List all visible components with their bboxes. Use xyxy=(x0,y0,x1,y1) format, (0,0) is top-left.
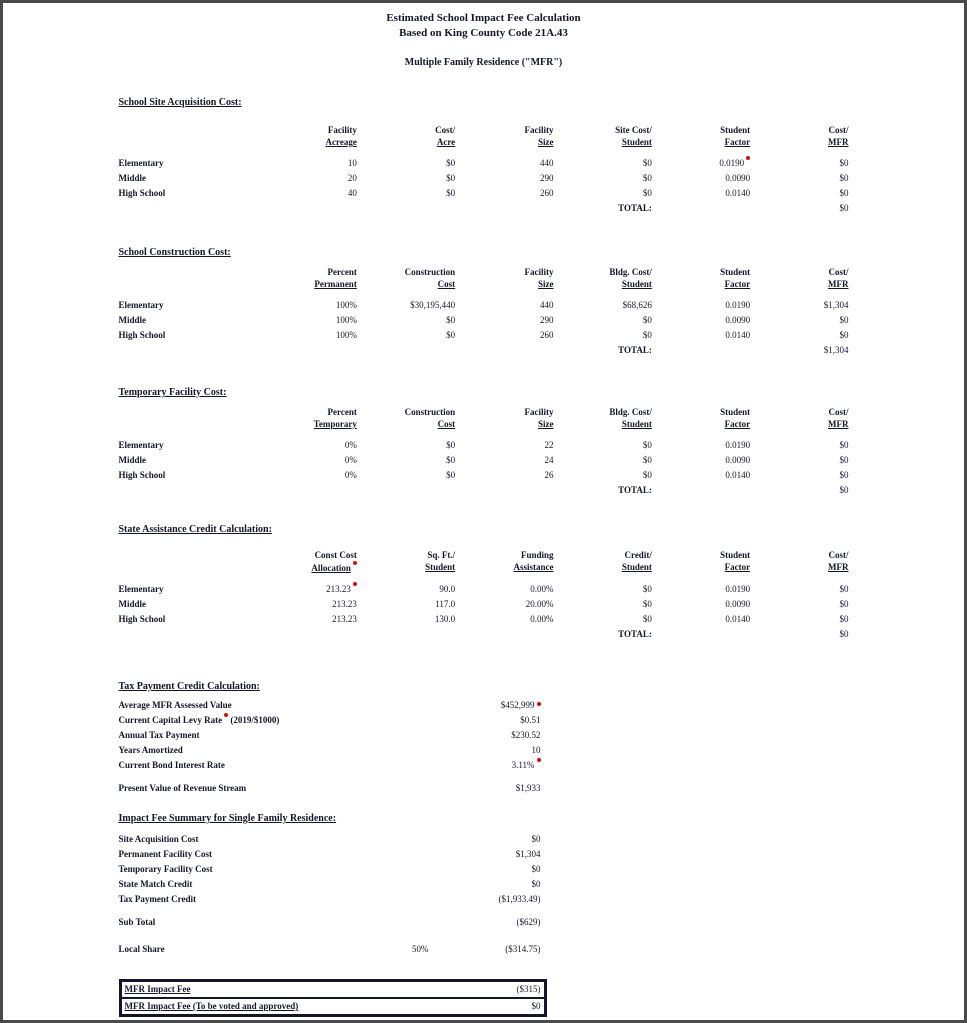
row-value: 3.11% xyxy=(429,758,541,773)
cell-value: 0.00% xyxy=(530,584,554,594)
column-header: Bldg. Cost/ Student xyxy=(609,267,652,289)
cell-value: 0.0190 xyxy=(725,300,751,310)
total-value: $0 xyxy=(839,203,849,213)
row-label: Middle xyxy=(118,599,147,609)
cell-value: 22 xyxy=(544,440,554,450)
cell-value: 260 xyxy=(540,188,554,198)
row-label: Middle xyxy=(118,173,147,183)
row-label: Middle xyxy=(118,455,147,465)
state-assistance-table xyxy=(119,549,849,574)
column-header: Cost/ MFR xyxy=(828,550,849,572)
row-label: High School xyxy=(118,470,166,480)
cell-value: 100% xyxy=(335,315,357,325)
summary-row xyxy=(119,877,541,892)
tax-row-present-value xyxy=(119,781,541,796)
row-value: $230.52 xyxy=(511,730,541,740)
column-header: Percent Temporary xyxy=(313,407,357,429)
cell-value: 117.0 xyxy=(435,599,456,609)
impact-fee-adopted-row xyxy=(121,998,545,1015)
row-value: ($1,933.49) xyxy=(498,894,541,904)
row-value: $0.51 xyxy=(520,715,541,725)
column-header: Cost/ MFR xyxy=(828,125,849,147)
cell-value: $68,626 xyxy=(622,300,652,310)
cell-value: 260 xyxy=(540,330,554,340)
cell-value: 130.0 xyxy=(434,614,456,624)
cell-value: 213.23 xyxy=(332,599,357,609)
cell-value: 0.0090 xyxy=(725,599,751,609)
row-value: ($629) xyxy=(516,917,541,927)
cell-value: $0 xyxy=(839,440,849,450)
cell-value: $0 xyxy=(642,599,652,609)
total-label: TOTAL: xyxy=(618,345,652,355)
column-header: Student Factor xyxy=(720,407,751,429)
column-header: Facility Size xyxy=(524,407,554,429)
cell-value: 26 xyxy=(544,470,554,480)
row-label: High School xyxy=(118,614,166,624)
row-label: Local Share xyxy=(118,944,165,954)
section-title-construction: School Construction Cost: xyxy=(118,247,231,258)
row-value: $0 xyxy=(531,879,541,889)
row-label: High School xyxy=(118,330,166,340)
cell-value: $0 xyxy=(839,599,849,609)
section-title-temporary: Temporary Facility Cost: xyxy=(118,387,227,398)
summary-row xyxy=(119,892,541,907)
cell-value: 0.0090 xyxy=(725,315,751,325)
cell-value: $0 xyxy=(839,470,849,480)
cell-value: $30,195,440 xyxy=(410,300,456,310)
cell-value: 0% xyxy=(344,470,357,480)
row-label: Middle xyxy=(118,315,147,325)
cell-value: $0 xyxy=(642,440,652,450)
row-label: Elementary xyxy=(118,300,164,310)
section-title-summary: Impact Fee Summary for Single Family Residence: xyxy=(118,813,337,824)
cell-value: $0 xyxy=(839,173,849,183)
column-header: Construction Cost xyxy=(404,407,456,429)
cell-value: 290 xyxy=(540,173,554,183)
construction-table xyxy=(119,266,849,290)
title-line-2: Based on King County Code 21A.43 xyxy=(399,27,568,39)
document-subtitle: Multiple Family Residence ("MFR") xyxy=(404,57,563,68)
cell-value: $0 xyxy=(839,158,849,168)
column-header: Facility Size xyxy=(524,125,554,147)
cell-value: 0.0190 xyxy=(652,156,750,171)
tax-row-annual-payment xyxy=(119,728,541,743)
cell-value: 0.0140 xyxy=(725,470,751,480)
row-label: State Match Credit xyxy=(118,879,193,889)
row-value: $0 xyxy=(531,864,541,874)
cell-value: 440 xyxy=(540,158,554,168)
cell-value: 24 xyxy=(544,455,554,465)
title-line-1: Estimated School Impact Fee Calculation xyxy=(386,12,581,24)
cell-value: $0 xyxy=(839,614,849,624)
cell-value: 0.0090 xyxy=(725,455,751,465)
impact-fee-result-box xyxy=(119,979,547,1017)
column-header: Site Cost/ Student xyxy=(615,125,652,147)
row-label: Site Acquisition Cost xyxy=(118,834,199,844)
cell-value: 20.00% xyxy=(525,599,554,609)
cell-value: $0 xyxy=(642,188,652,198)
construction-rows xyxy=(119,298,849,358)
row-label: Current Bond Interest Rate xyxy=(118,760,225,770)
red-marker-icon xyxy=(224,713,228,717)
cell-value: 0.00% xyxy=(530,614,554,624)
cell-value: $0 xyxy=(839,455,849,465)
cell-value: $0 xyxy=(446,440,456,450)
summary-subtotal-row xyxy=(119,915,541,930)
row-label: Elementary xyxy=(118,440,164,450)
column-header: Construction Cost xyxy=(404,267,456,289)
cell-value: 290 xyxy=(540,315,554,325)
row-label: MFR Impact Fee (To be voted and approved) xyxy=(124,1001,299,1011)
column-header: Student Factor xyxy=(720,267,751,289)
column-header: Percent Permanent xyxy=(314,267,357,289)
site-acquisition-rows xyxy=(119,156,849,216)
row-label: High School xyxy=(118,188,166,198)
local-share-percent: 50% xyxy=(412,944,429,954)
column-header: Cost/ Acre xyxy=(435,125,456,147)
cell-value: $0 xyxy=(446,470,456,480)
cell-value: 213.23 xyxy=(332,614,357,624)
total-label: TOTAL: xyxy=(618,629,652,639)
cell-value: $0 xyxy=(839,330,849,340)
row-label: Annual Tax Payment xyxy=(118,730,200,740)
red-marker-icon xyxy=(537,758,541,762)
row-label: Current Capital Levy Rate (2019/$1000) xyxy=(118,715,280,725)
column-header: Cost/ MFR xyxy=(828,407,849,429)
row-value: $0 xyxy=(531,834,541,844)
row-value: ($315) xyxy=(516,984,541,994)
cell-value: 10 xyxy=(347,158,357,168)
cell-value: $0 xyxy=(642,315,652,325)
cell-value: 0.0140 xyxy=(725,330,751,340)
red-marker-icon xyxy=(537,702,541,706)
temporary-rows xyxy=(119,438,849,498)
cell-value: 20 xyxy=(347,173,357,183)
column-header: Bldg. Cost/ Student xyxy=(609,407,652,429)
total-value: $0 xyxy=(839,629,849,639)
row-label: Years Amortized xyxy=(118,745,183,755)
cell-value: $0 xyxy=(642,584,652,594)
summary-row xyxy=(119,832,541,847)
cell-value: $0 xyxy=(642,158,652,168)
row-label: Temporary Facility Cost xyxy=(118,864,213,874)
cell-value: $0 xyxy=(446,173,456,183)
row-label: Present Value of Revenue Stream xyxy=(118,783,247,793)
row-label: Average MFR Assessed Value xyxy=(118,700,232,710)
column-header: Facility Size xyxy=(524,267,554,289)
cell-value: $0 xyxy=(446,188,456,198)
cell-value: $0 xyxy=(839,188,849,198)
cell-value: $0 xyxy=(642,470,652,480)
row-label: MFR Impact Fee xyxy=(124,984,191,994)
cell-value: $0 xyxy=(839,584,849,594)
tax-row-bond-rate xyxy=(119,758,541,773)
tax-row-average-value xyxy=(119,698,541,713)
column-header: Cost/ MFR xyxy=(828,267,849,289)
column-header: Const Cost Allocation xyxy=(311,550,357,573)
row-label: Elementary xyxy=(118,158,164,168)
tax-row-years-amortized xyxy=(119,743,541,758)
row-label: Permanent Facility Cost xyxy=(118,849,212,859)
cell-value: $0 xyxy=(642,614,652,624)
temporary-table xyxy=(119,406,849,430)
column-header: Sq. Ft./ Student xyxy=(425,550,456,572)
row-value: 10 xyxy=(531,745,541,755)
cell-value: 213.23 xyxy=(259,582,357,597)
total-value: $0 xyxy=(839,485,849,495)
state-assistance-rows xyxy=(119,582,849,642)
cell-value: 0.0140 xyxy=(725,614,751,624)
tax-row-levy-rate xyxy=(119,713,541,728)
impact-fee-row xyxy=(121,981,545,998)
row-value: $452,999 xyxy=(429,698,541,713)
column-header: Facility Acreage xyxy=(325,125,357,147)
cell-value: 0.0090 xyxy=(725,173,751,183)
section-title-state-assistance: State Assistance Credit Calculation: xyxy=(118,524,272,535)
cell-value: 0.0190 xyxy=(725,584,751,594)
cell-value: $0 xyxy=(446,315,456,325)
cell-value: 0.0140 xyxy=(725,188,751,198)
column-header: Funding Assistance xyxy=(513,550,554,572)
cell-value: 0.0190 xyxy=(725,440,751,450)
document-title xyxy=(119,11,849,41)
row-value: ($314.75) xyxy=(505,944,541,954)
cell-value: $0 xyxy=(642,330,652,340)
section-title-site-acquisition: School Site Acquisition Cost: xyxy=(118,97,242,108)
section-title-tax-credit: Tax Payment Credit Calculation: xyxy=(118,681,260,692)
column-header: Credit/ Student xyxy=(621,550,652,572)
row-label: Sub Total xyxy=(118,917,156,927)
summary-local-share-row xyxy=(119,942,541,957)
summary-row xyxy=(119,847,541,862)
cell-value: $0 xyxy=(446,330,456,340)
document-page xyxy=(3,3,964,1020)
row-value: $1,304 xyxy=(515,849,541,859)
cell-value: 0% xyxy=(344,455,357,465)
total-label: TOTAL: xyxy=(618,203,652,213)
cell-value: 100% xyxy=(335,330,357,340)
column-header: Student Factor xyxy=(720,125,751,147)
site-acquisition-table xyxy=(119,124,849,148)
total-label: TOTAL: xyxy=(618,485,652,495)
cell-value: 90.0 xyxy=(439,584,456,594)
cell-value: $0 xyxy=(642,455,652,465)
cell-value: 100% xyxy=(335,300,357,310)
row-label: Tax Payment Credit xyxy=(118,894,196,904)
total-value: $1,304 xyxy=(823,345,849,355)
column-header: Student Factor xyxy=(720,550,751,572)
cell-value: $0 xyxy=(446,455,456,465)
row-value: $1,933 xyxy=(515,783,541,793)
cell-value: $0 xyxy=(839,315,849,325)
cell-value: 40 xyxy=(347,188,357,198)
cell-value: 440 xyxy=(540,300,554,310)
summary-row xyxy=(119,862,541,877)
cell-value: $0 xyxy=(446,158,456,168)
row-label: Elementary xyxy=(118,584,164,594)
cell-value: $0 xyxy=(642,173,652,183)
cell-value: 0% xyxy=(344,440,357,450)
row-value: $0 xyxy=(531,1001,541,1011)
cell-value: $1,304 xyxy=(823,300,849,310)
